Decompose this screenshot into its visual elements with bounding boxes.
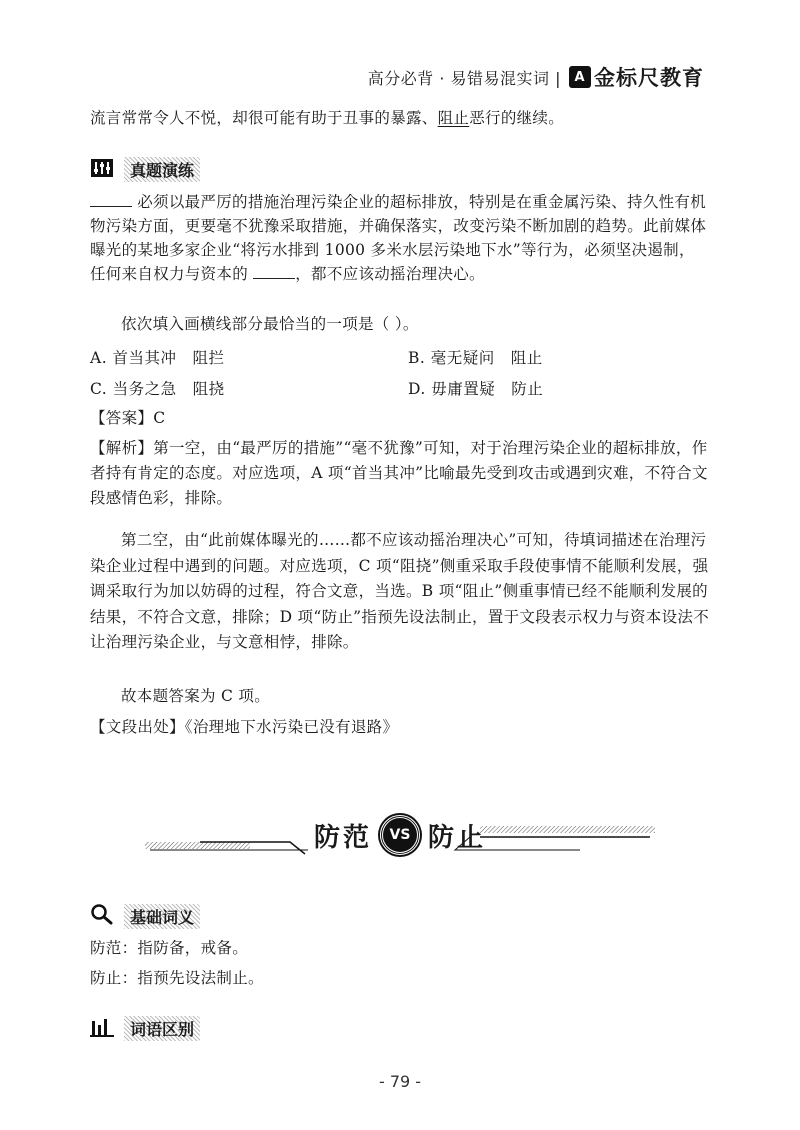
bar-chart-icon <box>90 1017 114 1041</box>
intro-paragraph <box>90 108 710 128</box>
analysis-paragraph-2: 第二空，由“此前媒体曝光的……都不应该动摇治理决心”可知，待填词描述在治理污染企业过程中遇到的问题。对应选项，C 项“阻挠”侧重采取手段使事情不能顺利发展，强调采取行为加以妨碍的过程，符合文意，当选。B 项“阻止”侧重事情已经不能顺利发展的结果，不符合文意，排除；D 项“防止”指预先设法制止，置于文段表示权力与资本设法不让治理污染企业，与文意相悖，排除。 <box>90 531 710 651</box>
question-stem-text: 必须以最严厉的措施治理污染企业的超标排放，特别是在重金属污染、持久性有机物污染方面，更要毫不犹豫采取措施，并确保落实，改变污染不断加剧的趋势。此前媒体曝光的某地多家企业“将污水排到 1000 多米水层污染地下水”等行为，必须坚决遏制，任何来自权力与资本的 <box>90 193 707 283</box>
page-header <box>368 62 704 92</box>
fill-blank-1 <box>90 192 132 207</box>
definition-fangzhi: 防止：指预先设法制止。 <box>90 969 264 987</box>
section-basic-title: 基础词义 <box>124 904 200 929</box>
answer-line: 【答案】C <box>90 409 166 427</box>
brand-name: 金标尺教育 <box>594 66 704 90</box>
page-number: - 79 - <box>378 1072 422 1091</box>
sliders-icon <box>90 158 114 182</box>
question-stem <box>90 190 710 286</box>
option-b: B. 毫无疑问 阻止 <box>408 349 543 367</box>
option-a: A. 首当其冲 阻拦 <box>90 349 225 367</box>
option-d: D. 毋庸置疑 防止 <box>408 380 544 398</box>
intro-underlined-word: 阻止 <box>437 109 470 127</box>
section-basic-heading <box>90 903 200 929</box>
analysis-paragraph-1: 【解析】第一空，由“最严厉的措施”“毫不犹豫”可知，对于治理污染企业的超标排放，作者持有肯定的态度。对应选项，A 项“首当其冲”比喻最先受到攻击或遇到灾难，不符合文段感情色彩，排除。 <box>90 439 708 507</box>
section-diff-heading <box>90 1016 200 1041</box>
comparison-title <box>0 815 800 855</box>
question-stem-end: ，都不应该动摇治理决心。 <box>295 265 485 283</box>
brand-logo <box>569 62 704 92</box>
brand-mark-icon: A <box>569 66 591 88</box>
source-line: 【文段出处】《治理地下水污染已没有退路》 <box>90 718 399 736</box>
section-diff-title: 词语区别 <box>124 1016 200 1041</box>
comparison-word-left: 防范 <box>313 822 372 853</box>
section-practice-heading <box>90 157 200 182</box>
comparison-word-right: 防止 <box>428 822 487 853</box>
intro-text: 流言常常令人不悦，却很可能有助于丑事的暴露、 <box>90 109 438 127</box>
section-practice-title: 真题演练 <box>124 157 200 182</box>
header-title: 高分必背 · 易错易混实词 | <box>367 68 561 88</box>
option-c: C. 当务之急 阻挠 <box>90 380 225 398</box>
magnifier-icon <box>90 903 114 929</box>
vs-badge-icon: VS <box>380 815 420 855</box>
question-prompt: 依次填入画横线部分最恰当的一项是（ ）。 <box>121 315 419 333</box>
intro-text-end: 恶行的继续。 <box>469 109 565 127</box>
fill-blank-2 <box>253 264 295 279</box>
definition-fangfan: 防范：指防备，戒备。 <box>90 939 249 957</box>
conclusion-line: 故本题答案为 C 项。 <box>121 687 271 705</box>
